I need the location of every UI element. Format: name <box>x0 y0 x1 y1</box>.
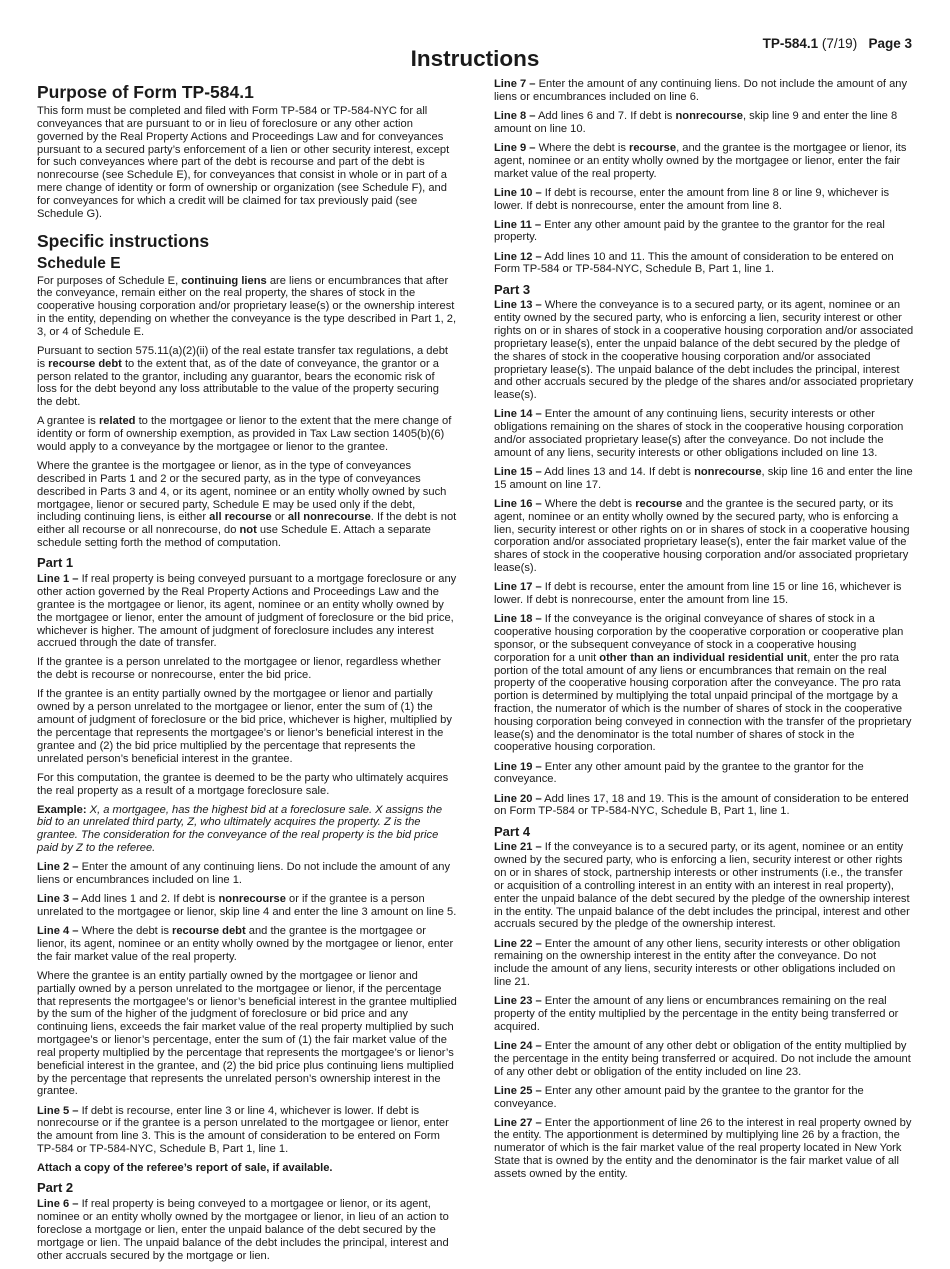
computation-paragraph: For this computation, the grantee is deemed to be the party who ultimately acquires the real property as a result of a mortgage foreclosure sale. <box>37 771 449 797</box>
line-10-instruction: Line 10 – If debt is recourse, enter the amount from line 8 or line 9, whichever is lower. If debt is nonrecourse, enter the amount from line 8. <box>494 186 890 212</box>
line-13-instruction: Line 13 – Where the conveyance is to a secured party, or its agent, nominee or an entity owned by the secured party, who is enforcing a lien, security interest or other rights on or in shares of stock in a cooperative housing corporation and/or associated proprietary lease(s), enter the unpaid balance of the debt secured by the pledge of the shares of stock in the cooperative housing corporation and/or associated proprietary lease(s). The unpaid balance of the debt includes the principal, interest and other accruals secured by the pledge of the shares and/or associated proprietary lease(s). <box>494 299 914 402</box>
specific-instructions-heading: Specific instructions <box>37 230 210 251</box>
line-8-instruction: Line 8 – Add lines 6 and 7. If debt is nonrecourse, skip line 9 and enter the line 8 amount on line 10. <box>494 109 898 135</box>
recourse-debt-paragraph: Pursuant to section 575.11(a)(2)(ii) of the real estate transfer tax regulations, a debt is recourse debt to the extent that, as of the date of conveyance, the grantor or a person related to the grantor, including any guarantor, bears the economic risk of loss for the debt beyond any loss attributable to the value of the property securing the debt. <box>37 344 448 409</box>
left-column <box>37 80 457 1269</box>
purpose-paragraph: This form must be completed and filed with Form TP-584 or TP-584-NYC for all conveyances that are pursuant to or in lieu of foreclosure or any other action governed by the Real Property Actions and Proceedings Law and for conveyances pursuant to a secured party’s enforcement of a lien or other security interest, except for such conveyances where part of the debt is recourse and part of the debt is nonrecourse (see Schedule E), for conveyances that consist in whole or in part of a mere change of identity or form of ownership or organization (see Schedule F), and for conveyances for which a credit will be claimed for tax previously paid (see Schedule G). <box>37 105 450 220</box>
line-14-instruction: Line 14 – Enter the amount of any continuing liens, security interests or other obligations remaining on the shares of stock in the cooperative housing corporation and/or associated proprietary lease(s) after the conveyance. Do not include the amount of any liens, security interests or other obligations included on line 13. <box>494 408 904 459</box>
line-17-instruction: Line 17 – If debt is recourse, enter the amount from line 15 or line 16, whichever is lower. If debt is nonrecourse, enter the amount from line 15. <box>494 581 902 607</box>
part-2-heading: Part 2 <box>37 1180 74 1196</box>
page-title: Instructions <box>410 46 540 71</box>
purpose-heading: Purpose of Form TP-584.1 <box>37 82 254 102</box>
part-1-heading: Part 1 <box>37 555 74 571</box>
line-5-instruction: Line 5 – If debt is recourse, enter line 3 or line 4, whichever is lower. If debt is nonrecourse or if the grantee is a person unrelated to the mortgagee or lienor, enter the amount from line 3. This is the amount of consideration to be entered on Form TP-584 or TP-584-NYC, Schedule B, Part 1, line 1. <box>37 1104 449 1155</box>
line-11-instruction: Line 11 – Enter any other amount paid by the grantee to the grantor for the real property. <box>494 218 885 244</box>
part-3-heading: Part 3 <box>494 281 531 297</box>
partially-owned-paragraph: If the grantee is an entity partially owned by the mortgagee or lienor and partially owned by a person unrelated to the mortgagee or lienor, enter the sum of (1) the amount of judgment of foreclosure or the bid price, whichever is higher, multiplied by the percentage that represents the mortgagee’s or lienor’s beneficial interest in the grantee and (2) the bid price multiplied by the percentage that represents the unrelated person’s beneficial interest in the grantee. <box>37 688 452 765</box>
unrelated-grantee-paragraph: If the grantee is a person unrelated to the mortgagee or lienor, regardless whether the debt is recourse or nonrecourse, enter the bid price. <box>37 656 441 682</box>
line-16-instruction: Line 16 – Where the debt is recourse and the grantee is the secured party, or its agent, nominee or an entity wholly owned by the secured party, who is enforcing a lien, security interest or other rights on or in shares of stock in a cooperative housing corporation and/or associated proprietary lease(s), enter the fair market value of the shares of stock in the cooperative housing corporation and/or associated proprietary lease(s). <box>494 497 910 575</box>
line-12-instruction: Line 12 – Add lines 10 and 11. This the amount of consideration to be entered on Form TP-584 or TP-584-NYC, Schedule B, Part 1, line 1. <box>494 250 894 276</box>
line-18-instruction: Line 18 – If the conveyance is the original conveyance of shares of stock in a cooperative housing corporation by the cooperative corporation or cooperative plan sponsor, or the subsequent conveyance of stock in a cooperative housing corporation for a unit other than an individual residential unit, enter the pro rata portion of the total amount of any liens or encumbrances that remain on the real property of the cooperative housing corporation after the conveyance. The pro rata portion is determined by multiplying the total unpaid principal of the mortgage by a fraction, the numerator of which is the number of shares of stock in the cooperative housing corporation being conveyed in connection with the transfer of the proprietary lease(s) and the denominator is the total number of shares of stock in the cooperative housing corporation. <box>494 613 912 754</box>
line-23-instruction: Line 23 – Enter the amount of any liens or encumbrances remaining on the real property of the entity multiplied by the percentage in the entity being transferred or acquired. <box>494 995 899 1033</box>
related-grantee-paragraph: A grantee is related to the mortgagee or lienor to the extent that the mere change of identity or form of ownership exemption, as provided in Tax Law section 1405(b)(6) would apply to a conveyance by the mortgagee or lienor to the grantee. <box>37 415 452 454</box>
line-15-instruction: Line 15 – Add lines 13 and 14. If debt is nonrecourse, skip line 16 and enter the line 15 amount on line 17. <box>494 466 913 491</box>
partial-ownership-line-4-paragraph: Where the grantee is an entity partially owned by the mortgagee or lienor and partially owned by a person unrelated to the mortgagee or lienor, if the percentage that represents the mortgagee’s or lienor’s beneficial interest in the grantee multiplied by the sum of the higher of the judgment of foreclosure or bid price and any continuing liens, exceeds the fair market value of the real property multiplied by such mortgagee’s or lienor’s percentage, enter the sum of (1) the fair market value of the real property multiplied by the percentage that represents the mortgagee’s or lienor’s beneficial interest in the grantee, and (2) the bid price plus continuing liens multiplied by the percentage that represents the unrelated person’s ownership interest in the grantee. <box>37 969 457 1098</box>
line-3-instruction: Line 3 – Add lines 1 and 2. If debt is nonrecourse or if the grantee is a person unrelated to the mortgagee or lienor, skip line 4 and enter the line 3 amount on line 5. <box>37 893 457 919</box>
line-20-instruction: Line 20 – Add lines 17, 18 and 19. This is the amount of consideration to be entered on Form TP-584 or TP-584-NYC, Schedule B, Part 1, line 1. <box>494 792 909 818</box>
continuing-liens-paragraph: For purposes of Schedule E, continuing liens are liens or encumbrances that after the conveyance, remain either on the real property, the shares of stock in the cooperative housing corporation and/or proprietary lease(s) or the ownership interest in the entity, depending on whether the conveyance is the type described in Part 1, 2, 3, or 4 of Schedule E. <box>37 274 457 338</box>
part-4-heading: Part 4 <box>494 823 531 839</box>
line-21-instruction: Line 21 – If the conveyance is to a secured party, or its agent, nominee or an entity owned by the secured party, who is enforcing a lien, security interest or other rights on or in shares of stock, partnership interests or other instruments (i.e., the transfer or acquisition of a controlling interest in an entity with an interest in real property), enter the unpaid balance of the debt secured by the pledge of the ownership interest in the entity. The unpaid balance of the debt includes the principal, interest and other accruals secured by the pledge of the ownership interest. <box>494 841 910 931</box>
line-1-instruction: Line 1 – If real property is being conveyed pursuant to a mortgage foreclosure or any other action governed by the Real Property Actions and Proceedings Law and the grantee is the mortgagee or lienor, its agent, nominee or an entity wholly owned by the mortgagee or lienor, enter the amount of judgment of foreclosure or the bid price, whichever is higher. The amount of judgment of foreclosure includes any interest accrued through the date of transfer. <box>37 573 457 650</box>
form-id: TP-584.1 <box>762 36 819 51</box>
page-number: Page 3 <box>868 36 912 51</box>
line-9-instruction: Line 9 – Where the debt is recourse, and the grantee is the mortgagee or lienor, its agent, nominee or an entity wholly owned by the mortgagee or lienor, enter the fair market value of the real property. <box>494 141 907 180</box>
line-22-instruction: Line 22 – Enter the amount of any other liens, security interests or other obligation remaining on the ownership interest in the entity after the conveyance. Do not include the amount of any liens, security interests or other obligations included on line 21. <box>494 937 901 989</box>
line-7-instruction-visible: Line 7 – Enter the amount of any continuing liens. Do not include the amount of any liens or encumbrances included on line 6. <box>494 78 908 103</box>
right-column <box>494 78 914 1187</box>
line-4-instruction: Line 4 – Where the debt is recourse debt and the grantee is the mortgagee or lienor, its agent, nominee or an entity wholly owned by the mortgagee or lienor, enter the fair market value of the real property. <box>37 925 454 963</box>
line-25-instruction: Line 25 – Enter any other amount paid by the grantee to the grantor for the conveyance. <box>494 1084 864 1110</box>
attach-referee-report-note: Attach a copy of the referee’s report of sale, if available. <box>37 1162 333 1175</box>
line-19-instruction: Line 19 – Enter any other amount paid by the grantee to the grantor for the conveyance. <box>494 760 864 786</box>
example-paragraph: Example: X, a mortgagee, has the highest bid at a foreclosure sale. X assigns the bid to an unrelated third party, Z, who ultimately acquires the property. Z is the grantee. The consideration for the conveyance of the real property is the bid price paid by Z to the referee. <box>37 803 443 855</box>
line-24-instruction: Line 24 – Enter the amount of any other debt or obligation of the entity multiplied by the percentage in the entity being transferred or acquired. Do not include the amount of any other debt or obligation of the entity included on line 23. <box>494 1039 911 1078</box>
form-revision: (7/19) <box>821 36 858 51</box>
line-27-instruction: Line 27 – Enter the apportionment of line 26 to the interest in real property owned by the entity. The apportionment is determined by multiplying line 26 by a fraction, the numerator of which is the fair market value of the real property located in New York State that is owned by the entity and the denominator is the fair market value of all assets owned by the entity. <box>494 1116 912 1180</box>
line-6-instruction: Line 6 – If real property is being conveyed to a mortgagee or lienor, or its agent, nominee or an entity wholly owned by the mortgagee or lienor, in lieu of an action to foreclose a mortgage or lien, enter the unpaid balance of the debt secured by the mortgage or lien. The unpaid balance of the debt includes the principal, interest and other accruals secured by the mortgage or lien. <box>37 1198 449 1262</box>
schedule-e-usage-paragraph: Where the grantee is the mortgagee or lienor, as in the type of conveyances described in Parts 1 and 2 or the secured party, as in the type of conveyances described in Parts 3 and 4, or its agent, nominee or an entity wholly owned by such mortgagee, lienor or secured party, Schedule E may be used only if the debt, including continuing liens, is either all recourse or all nonrecourse. If the debt is not either all recourse or all nonrecourse, do not use Schedule E. Attach a separate schedule setting forth the method of computation. <box>37 460 457 550</box>
line-2-instruction: Line 2 – Enter the amount of any continuing liens. Do not include the amount of any liens or encumbrances included on line 1. <box>37 861 451 887</box>
schedule-e-heading: Schedule E <box>37 254 121 272</box>
